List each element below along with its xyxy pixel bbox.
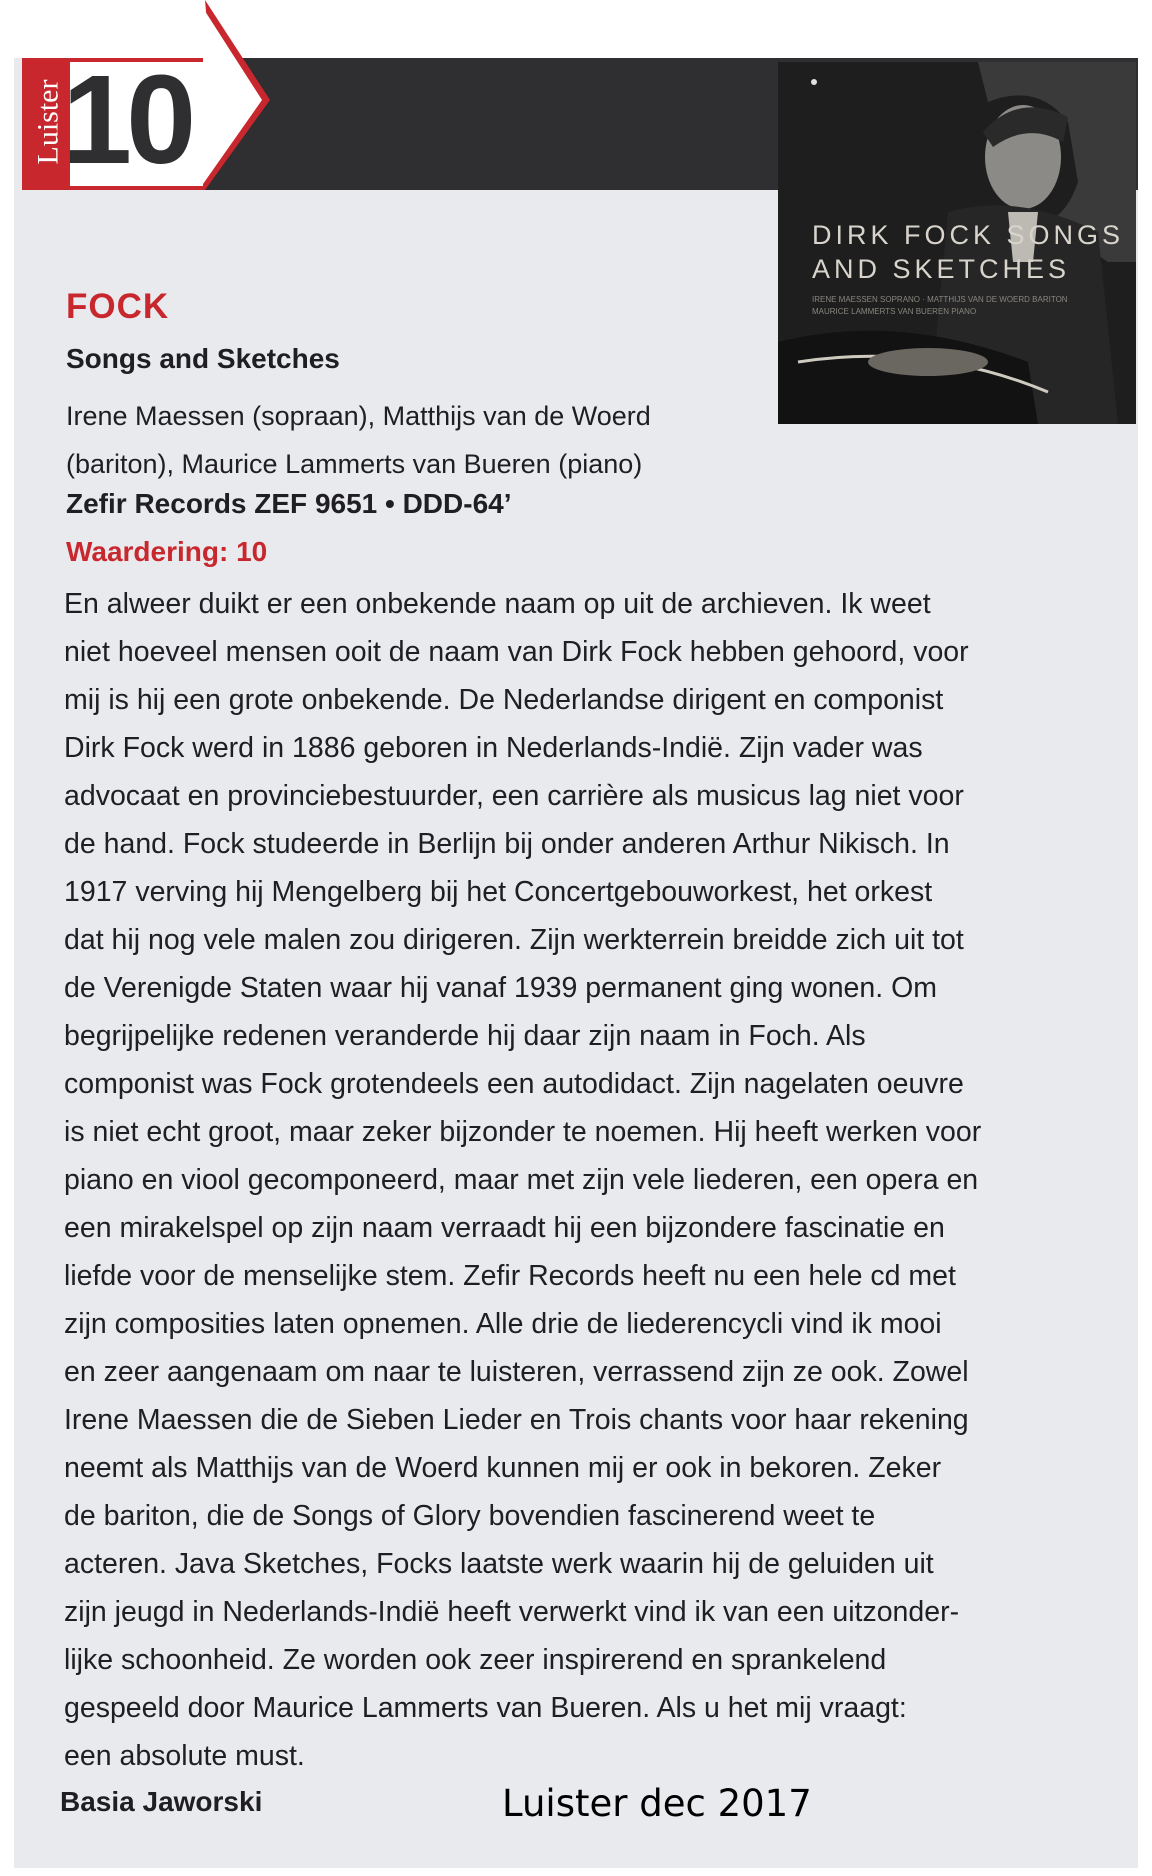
body-line: niet hoeveel mensen ooit de naam van Dirk Fock hebben gehoord, voor [64, 636, 969, 668]
body-line: een mirakelspel op zijn naam verraadt hij een bijzondere fascinatie en [64, 1212, 945, 1244]
composer-heading: FOCK [66, 287, 170, 326]
cover-title-line2: AND SKETCHES [812, 254, 1071, 284]
body-line: en zeer aangenaam om naar te luisteren, verrassend zijn ze ook. Zowel [64, 1356, 969, 1388]
body-line: dat hij nog vele malen zou dirigeren. Zijn werkterrein breidde zich uit tot [64, 924, 964, 956]
rating-text: Waardering: 10 [66, 536, 268, 567]
performers-line2: (bariton), Maurice Lammerts van Bueren (piano) [66, 449, 643, 479]
body-line: componist was Fock grotendeels een autodidact. Zijn nagelaten oeuvre [64, 1068, 964, 1100]
cover-sub-line2: MAURICE LAMMERTS VAN BUEREN PIANO [812, 307, 977, 316]
review-body [64, 580, 1104, 1780]
body-line: is niet echt groot, maar zeker bijzonder te noemen. Hij heeft werken voor [64, 1116, 982, 1148]
review-author: Basia Jaworski [60, 1786, 263, 1817]
body-line: de bariton, die de Songs of Glory bovendien fascinerend weet te [64, 1500, 876, 1532]
body-line: piano en viool gecomponeerd, maar met zijn vele liederen, een opera en [64, 1164, 979, 1196]
body-line: En alweer duikt er een onbekende naam op uit de archieven. Ik weet [64, 588, 931, 620]
performers [66, 392, 726, 488]
album-title: Songs and Sketches [66, 343, 340, 374]
performers-line1: Irene Maessen (sopraan), Matthijs van de Woerd [66, 401, 651, 431]
badge-rating-number: 10 [62, 49, 191, 190]
body-line: advocaat en provinciebestuurder, een carrière als musicus lag niet voor [64, 780, 964, 812]
body-line: liefde voor de menselijke stem. Zefir Records heeft nu een hele cd met [64, 1260, 956, 1292]
cover-title [812, 218, 1132, 286]
body-line: de Verenigde Staten waar hij vanaf 1939 permanent ging wonen. Om [64, 972, 937, 1004]
body-line: gespeeld door Maurice Lammerts van Bueren. Als u het mij vraagt: [64, 1692, 907, 1724]
body-line: mij is hij een grote onbekende. De Nederlandse dirigent en componist [64, 684, 944, 716]
cover-sub-line1: IRENE MAESSEN SOPRANO · MATTHIJS VAN DE WOERD BARITON [812, 295, 1068, 304]
source-note: Luister dec 2017 [502, 1782, 812, 1825]
body-line: zijn jeugd in Nederlands-Indië heeft verwerkt vind ik van een uitzonder- [64, 1596, 960, 1628]
body-line: begrijpelijke redenen veranderde hij daar zijn naam in Foch. Als [64, 1020, 866, 1052]
body-line: Dirk Fock werd in 1886 geboren in Nederlands-Indië. Zijn vader was [64, 732, 923, 764]
body-line: Irene Maessen die de Sieben Lieder en Trois chants voor haar rekening [64, 1404, 969, 1436]
body-line: een absolute must. [64, 1740, 305, 1772]
body-line: zijn composities laten opnemen. Alle drie de liederencycli vind ik mooi [64, 1308, 942, 1340]
cover-subtitle [812, 294, 1112, 318]
magazine-name-vertical [30, 72, 66, 172]
body-line: 1917 verving hij Mengelberg bij het Concertgebouworkest, het orkest [64, 876, 933, 908]
body-line: de hand. Fock studeerde in Berlijn bij onder anderen Arthur Nikisch. In [64, 828, 950, 860]
body-line: lijke schoonheid. Ze worden ook zeer inspirerend en sprankelend [64, 1644, 887, 1676]
body-line: acteren. Java Sketches, Focks laatste werk waarin hij de geluiden uit [64, 1548, 934, 1580]
album-cover [778, 62, 1136, 424]
record-label: Zefir Records ZEF 9651 • DDD-64’ [66, 488, 512, 519]
magazine-name: Luister [31, 79, 65, 165]
cover-title-line1: DIRK FOCK SONGS [812, 220, 1125, 250]
body-line: neemt als Matthijs van de Woerd kunnen mij er ook in bekoren. Zeker [64, 1452, 942, 1484]
